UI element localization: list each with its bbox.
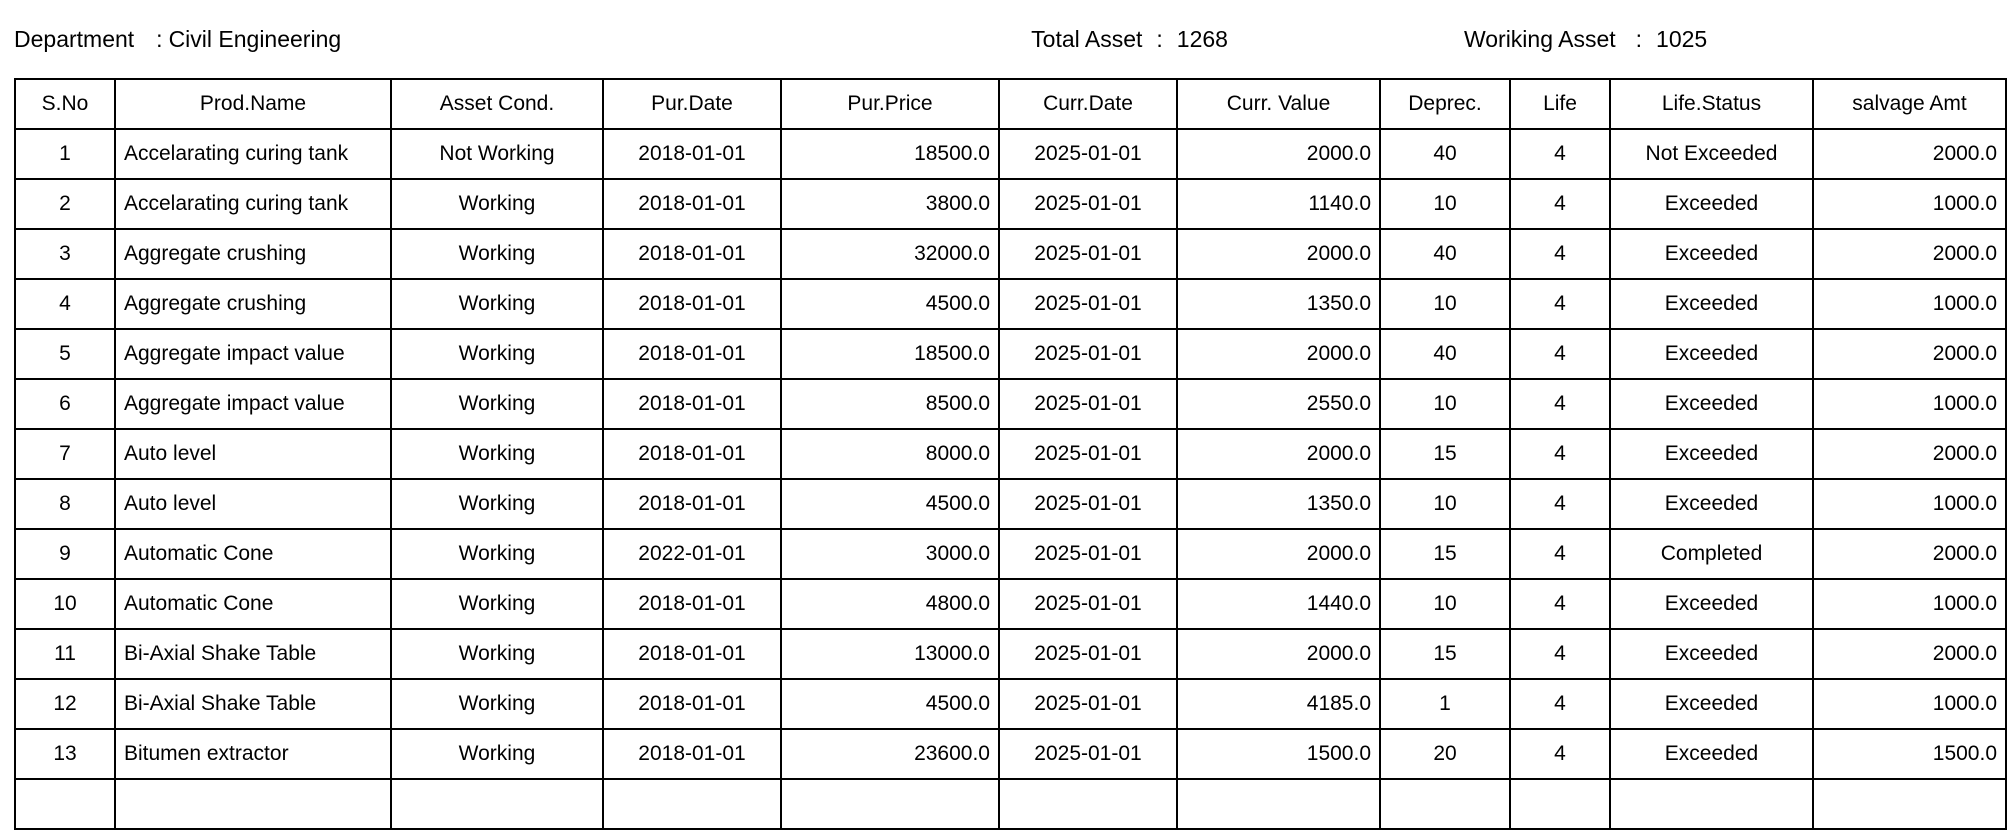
cell-currdate: 2025-01-01 — [999, 279, 1177, 329]
table-row[interactable] — [15, 129, 2006, 179]
cell-purprice — [781, 779, 999, 829]
cell-lifestatus: Exceeded — [1610, 479, 1813, 529]
cell-deprec: 15 — [1380, 529, 1510, 579]
cell-life — [1510, 779, 1610, 829]
cell-purdate: 2018-01-01 — [603, 429, 781, 479]
cell-purdate: 2022-01-01 — [603, 529, 781, 579]
cell-prodname: Bi-Axial Shake Table — [115, 629, 391, 679]
cell-purprice: 3800.0 — [781, 179, 999, 229]
cell-lifestatus: Exceeded — [1610, 379, 1813, 429]
cell-deprec: 15 — [1380, 629, 1510, 679]
cell-currvalue: 4185.0 — [1177, 679, 1380, 729]
cell-assetcond: Working — [391, 529, 603, 579]
total-asset-field — [1031, 26, 1228, 53]
table-row[interactable] — [15, 629, 2006, 679]
cell-prodname: Bitumen extractor — [115, 729, 391, 779]
cell-life: 4 — [1510, 679, 1610, 729]
cell-life: 4 — [1510, 329, 1610, 379]
cell-lifestatus — [1610, 779, 1813, 829]
cell-currvalue — [1177, 779, 1380, 829]
cell-purprice: 4500.0 — [781, 479, 999, 529]
cell-prodname: Accelarating curing tank — [115, 179, 391, 229]
asset-table — [14, 78, 2007, 830]
cell-deprec: 40 — [1380, 229, 1510, 279]
cell-sno: 11 — [15, 629, 115, 679]
cell-purprice: 4500.0 — [781, 679, 999, 729]
cell-prodname: Automatic Cone — [115, 529, 391, 579]
cell-assetcond: Working — [391, 329, 603, 379]
cell-life: 4 — [1510, 179, 1610, 229]
cell-life: 4 — [1510, 429, 1610, 479]
column-header-life: Life — [1510, 79, 1610, 129]
cell-deprec: 10 — [1380, 579, 1510, 629]
cell-currvalue: 1440.0 — [1177, 579, 1380, 629]
total-asset-colon: : — [1156, 25, 1163, 52]
cell-assetcond: Working — [391, 379, 603, 429]
department-value: Civil Engineering — [168, 25, 342, 52]
cell-purprice: 8000.0 — [781, 429, 999, 479]
cell-sno: 4 — [15, 279, 115, 329]
cell-sno: 7 — [15, 429, 115, 479]
table-row[interactable] — [15, 779, 2006, 829]
cell-deprec: 40 — [1380, 129, 1510, 179]
cell-lifestatus: Completed — [1610, 529, 1813, 579]
column-header-sno: S.No — [15, 79, 115, 129]
cell-life: 4 — [1510, 229, 1610, 279]
cell-deprec: 1 — [1380, 679, 1510, 729]
working-asset-field — [1464, 26, 1707, 53]
cell-currdate: 2025-01-01 — [999, 579, 1177, 629]
asset-table-container — [14, 78, 1997, 784]
cell-lifestatus: Exceeded — [1610, 579, 1813, 629]
cell-sno: 12 — [15, 679, 115, 729]
cell-currvalue: 1500.0 — [1177, 729, 1380, 779]
cell-sno: 9 — [15, 529, 115, 579]
cell-salvageamt: 1000.0 — [1813, 179, 2006, 229]
cell-currvalue: 2000.0 — [1177, 529, 1380, 579]
column-header-currvalue: Curr. Value — [1177, 79, 1380, 129]
cell-assetcond: Working — [391, 679, 603, 729]
cell-purprice: 18500.0 — [781, 129, 999, 179]
table-body — [15, 129, 2006, 829]
cell-salvageamt: 2000.0 — [1813, 329, 2006, 379]
cell-salvageamt: 2000.0 — [1813, 529, 2006, 579]
cell-assetcond: Working — [391, 279, 603, 329]
cell-salvageamt: 2000.0 — [1813, 129, 2006, 179]
cell-purdate: 2018-01-01 — [603, 579, 781, 629]
cell-purdate: 2018-01-01 — [603, 679, 781, 729]
cell-salvageamt: 2000.0 — [1813, 629, 2006, 679]
cell-prodname: Aggregate impact value — [115, 379, 391, 429]
cell-currdate: 2025-01-01 — [999, 629, 1177, 679]
cell-deprec: 10 — [1380, 379, 1510, 429]
cell-sno: 5 — [15, 329, 115, 379]
cell-lifestatus: Exceeded — [1610, 679, 1813, 729]
cell-currdate: 2025-01-01 — [999, 229, 1177, 279]
cell-currvalue: 2000.0 — [1177, 129, 1380, 179]
cell-purdate: 2018-01-01 — [603, 479, 781, 529]
cell-assetcond: Working — [391, 629, 603, 679]
cell-sno: 10 — [15, 579, 115, 629]
cell-deprec: 10 — [1380, 279, 1510, 329]
department-label: Department — [14, 25, 135, 52]
cell-prodname: Accelarating curing tank — [115, 129, 391, 179]
cell-lifestatus: Exceeded — [1610, 629, 1813, 679]
cell-currvalue: 2000.0 — [1177, 329, 1380, 379]
cell-sno: 3 — [15, 229, 115, 279]
cell-assetcond: Working — [391, 229, 603, 279]
working-asset-value: 1025 — [1656, 25, 1708, 52]
cell-life: 4 — [1510, 729, 1610, 779]
cell-purdate: 2018-01-01 — [603, 729, 781, 779]
cell-lifestatus: Exceeded — [1610, 329, 1813, 379]
cell-prodname: Bi-Axial Shake Table — [115, 679, 391, 729]
cell-sno: 1 — [15, 129, 115, 179]
cell-life: 4 — [1510, 479, 1610, 529]
cell-currdate: 2025-01-01 — [999, 679, 1177, 729]
total-asset-value: 1268 — [1176, 25, 1228, 52]
column-header-deprec: Deprec. — [1380, 79, 1510, 129]
table-row[interactable] — [15, 729, 2006, 779]
department-colon: : — [156, 25, 163, 52]
cell-purprice: 18500.0 — [781, 329, 999, 379]
table-row[interactable] — [15, 579, 2006, 629]
cell-life: 4 — [1510, 279, 1610, 329]
column-header-currdate: Curr.Date — [999, 79, 1177, 129]
table-row[interactable] — [15, 479, 2006, 529]
cell-prodname: Auto level — [115, 429, 391, 479]
cell-assetcond: Working — [391, 429, 603, 479]
cell-purprice: 4500.0 — [781, 279, 999, 329]
cell-salvageamt: 1500.0 — [1813, 729, 2006, 779]
cell-currvalue: 1350.0 — [1177, 479, 1380, 529]
cell-deprec: 20 — [1380, 729, 1510, 779]
cell-lifestatus: Exceeded — [1610, 179, 1813, 229]
cell-purprice: 13000.0 — [781, 629, 999, 679]
cell-sno — [15, 779, 115, 829]
cell-purprice: 4800.0 — [781, 579, 999, 629]
working-asset-label: Woriking Asset — [1463, 25, 1616, 52]
cell-purprice: 23600.0 — [781, 729, 999, 779]
cell-currvalue: 1350.0 — [1177, 279, 1380, 329]
cell-currvalue: 2000.0 — [1177, 229, 1380, 279]
cell-purdate: 2018-01-01 — [603, 279, 781, 329]
cell-purdate: 2018-01-01 — [603, 629, 781, 679]
cell-deprec: 10 — [1380, 479, 1510, 529]
cell-currdate: 2025-01-01 — [999, 529, 1177, 579]
cell-prodname: Aggregate impact value — [115, 329, 391, 379]
cell-salvageamt: 1000.0 — [1813, 479, 2006, 529]
cell-purdate: 2018-01-01 — [603, 129, 781, 179]
column-header-assetcond: Asset Cond. — [391, 79, 603, 129]
cell-life: 4 — [1510, 379, 1610, 429]
cell-salvageamt: 1000.0 — [1813, 379, 2006, 429]
cell-assetcond: Working — [391, 729, 603, 779]
column-header-lifestatus: Life.Status — [1610, 79, 1813, 129]
cell-life: 4 — [1510, 129, 1610, 179]
cell-currvalue: 2000.0 — [1177, 429, 1380, 479]
cell-purprice: 3000.0 — [781, 529, 999, 579]
cell-currvalue: 2000.0 — [1177, 629, 1380, 679]
cell-assetcond: Not Working — [391, 129, 603, 179]
table-row[interactable] — [15, 529, 2006, 579]
cell-lifestatus: Exceeded — [1610, 229, 1813, 279]
table-header — [15, 79, 2006, 129]
column-header-salvageamt: salvage Amt — [1813, 79, 2006, 129]
cell-prodname — [115, 779, 391, 829]
total-asset-label: Total Asset — [1031, 25, 1143, 52]
cell-currdate: 2025-01-01 — [999, 179, 1177, 229]
table-row[interactable] — [15, 329, 2006, 379]
cell-currdate: 2025-01-01 — [999, 479, 1177, 529]
cell-purdate — [603, 779, 781, 829]
cell-sno: 8 — [15, 479, 115, 529]
table-row[interactable] — [15, 179, 2006, 229]
cell-salvageamt: 1000.0 — [1813, 579, 2006, 629]
table-row[interactable] — [15, 429, 2006, 479]
cell-deprec: 10 — [1380, 179, 1510, 229]
cell-sno: 6 — [15, 379, 115, 429]
cell-purdate: 2018-01-01 — [603, 179, 781, 229]
table-header-row — [15, 79, 2006, 129]
cell-life: 4 — [1510, 579, 1610, 629]
cell-life: 4 — [1510, 629, 1610, 679]
cell-currdate: 2025-01-01 — [999, 429, 1177, 479]
cell-assetcond: Working — [391, 479, 603, 529]
report-header — [14, 0, 1806, 78]
cell-currdate: 2025-01-01 — [999, 379, 1177, 429]
cell-prodname: Auto level — [115, 479, 391, 529]
column-header-purprice: Pur.Price — [781, 79, 999, 129]
cell-lifestatus: Exceeded — [1610, 279, 1813, 329]
cell-prodname: Automatic Cone — [115, 579, 391, 629]
cell-assetcond: Working — [391, 179, 603, 229]
cell-currdate: 2025-01-01 — [999, 129, 1177, 179]
department-field — [14, 26, 341, 53]
cell-assetcond — [391, 779, 603, 829]
cell-salvageamt: 2000.0 — [1813, 429, 2006, 479]
cell-deprec: 15 — [1380, 429, 1510, 479]
working-asset-colon: : — [1635, 25, 1643, 52]
cell-purdate: 2018-01-01 — [603, 229, 781, 279]
cell-life: 4 — [1510, 529, 1610, 579]
table-row[interactable] — [15, 229, 2006, 279]
column-header-prodname: Prod.Name — [115, 79, 391, 129]
cell-purdate: 2018-01-01 — [603, 379, 781, 429]
table-row[interactable] — [15, 279, 2006, 329]
table-row[interactable] — [15, 679, 2006, 729]
cell-lifestatus: Exceeded — [1610, 429, 1813, 479]
cell-currdate — [999, 779, 1177, 829]
cell-purprice: 8500.0 — [781, 379, 999, 429]
cell-sno: 2 — [15, 179, 115, 229]
cell-lifestatus: Not Exceeded — [1610, 129, 1813, 179]
cell-salvageamt — [1813, 779, 2006, 829]
cell-sno: 13 — [15, 729, 115, 779]
column-header-purdate: Pur.Date — [603, 79, 781, 129]
cell-currvalue: 2550.0 — [1177, 379, 1380, 429]
cell-prodname: Aggregate crushing — [115, 279, 391, 329]
cell-salvageamt: 2000.0 — [1813, 229, 2006, 279]
cell-purdate: 2018-01-01 — [603, 329, 781, 379]
cell-lifestatus: Exceeded — [1610, 729, 1813, 779]
cell-assetcond: Working — [391, 579, 603, 629]
cell-currdate: 2025-01-01 — [999, 329, 1177, 379]
cell-prodname: Aggregate crushing — [115, 229, 391, 279]
cell-currvalue: 1140.0 — [1177, 179, 1380, 229]
table-row[interactable] — [15, 379, 2006, 429]
cell-purprice: 32000.0 — [781, 229, 999, 279]
cell-deprec — [1380, 779, 1510, 829]
cell-salvageamt: 1000.0 — [1813, 279, 2006, 329]
cell-currdate: 2025-01-01 — [999, 729, 1177, 779]
cell-salvageamt: 1000.0 — [1813, 679, 2006, 729]
cell-deprec: 40 — [1380, 329, 1510, 379]
